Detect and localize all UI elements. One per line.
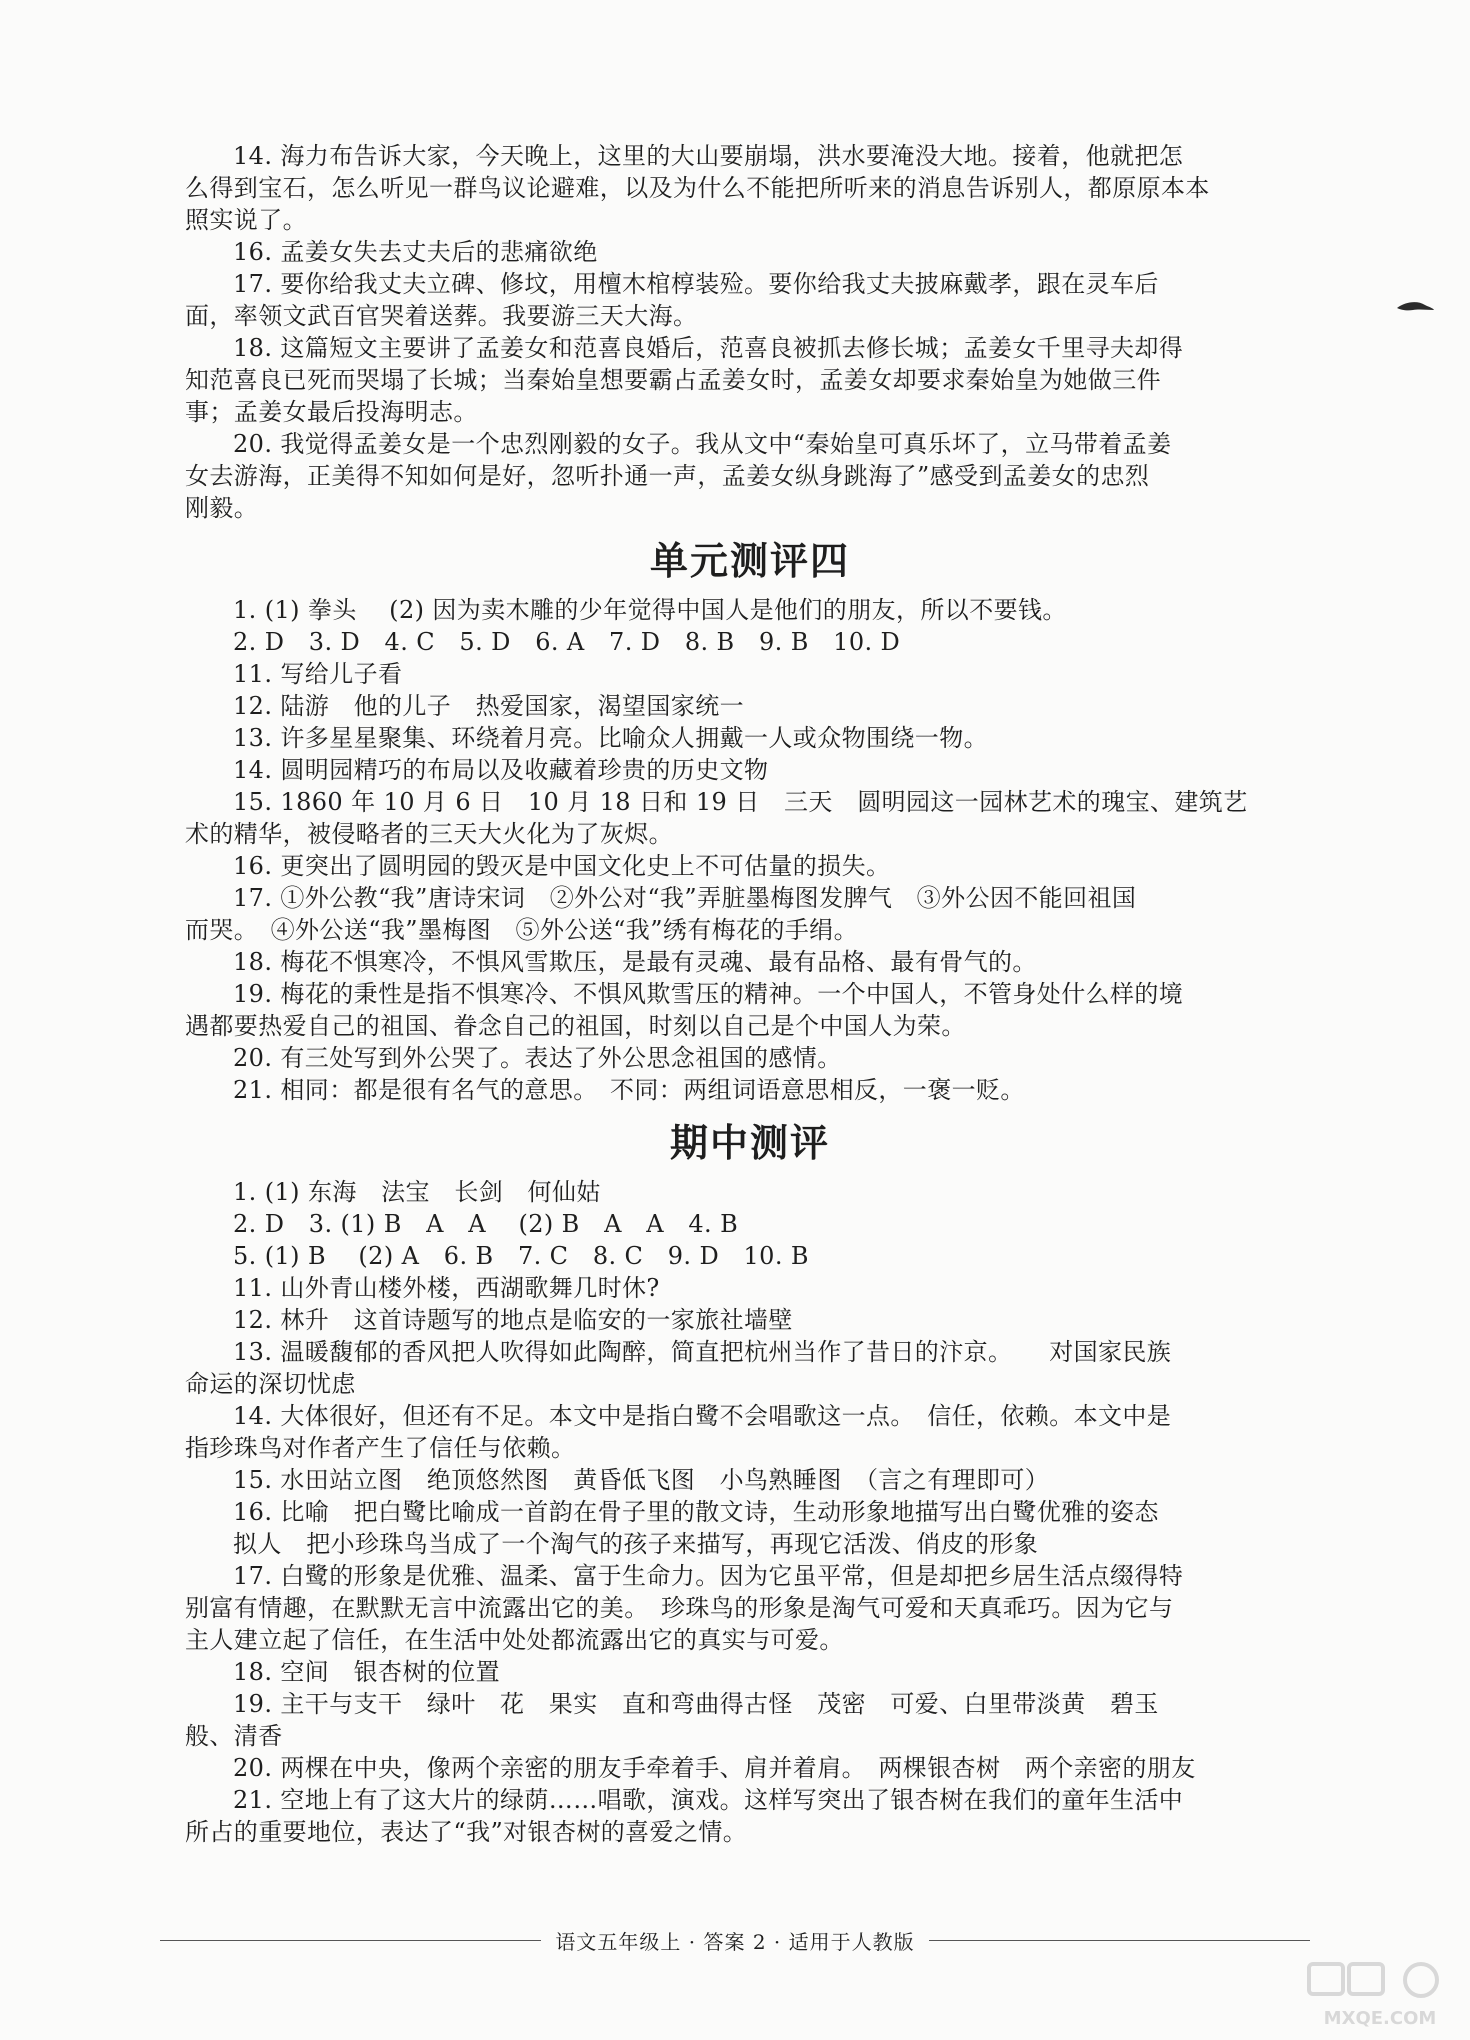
answer-line: 2. D 3. (1) B A A (2) B A A 4. B (233, 1210, 739, 1238)
answer-line: 16. 更突出了圆明园的毁灭是中国文化史上不可估量的损失。 (233, 852, 891, 880)
answer-line: 遇都要热爱自己的祖国、眷念自己的祖国，时刻以自己是个中国人为荣。 (185, 1012, 966, 1040)
answer-line: 主人建立起了信任，在生活中处处都流露出它的真实与可爱。 (185, 1626, 844, 1654)
answer-line: 12. 林升 这首诗题写的地点是临安的一家旅社墙壁 (233, 1306, 793, 1334)
answer-line: 17. ①外公教“我”唐诗宋词 ②外公对“我”弄脏墨梅图发脾气 ③外公因不能回祖国 (233, 884, 1137, 912)
answer-line: 21. 空地上有了这大片的绿荫……唱歌，演戏。这样写突出了银杏树在我们的童年生活中 (233, 1786, 1184, 1814)
answer-line: 术的精华，被侵略者的三天大火化为了灰烬。 (185, 820, 673, 848)
footer-right-rule (929, 1940, 1310, 1941)
answer-line: 2. D 3. D 4. C 5. D 6. A 7. D 8. B 9. B 10. D (233, 628, 901, 656)
answer-line: 21. 相同：都是很有名气的意思。 不同：两组词语意思相反，一褒一贬。 (233, 1076, 1025, 1104)
answer-line: 5. (1) B (2) A 6. B 7. C 8. C 9. D 10. B (233, 1242, 809, 1270)
answer-line: 16. 比喻 把白鹭比喻成一首韵在骨子里的散文诗，生动形象地描写出白鹭优雅的姿态 (233, 1498, 1159, 1526)
answer-line: 事；孟姜女最后投海明志。 (185, 398, 478, 426)
answer-line: 照实说了。 (185, 206, 307, 234)
answer-line: 20. 两棵在中央，像两个亲密的朋友手牵着手、肩并着肩。 两棵银杏树 两个亲密的朋友 (233, 1754, 1196, 1782)
answer-line: 11. 写给儿子看 (233, 660, 403, 688)
section-title-midterm-test: 期中测评 (669, 1121, 830, 1165)
section-unit-test-4-answers (185, 594, 1315, 1106)
answer-line: 女去游海，正美得不知如何是好，忽听扑通一声，孟姜女纵身跳海了”感受到孟姜女的忠烈 (185, 462, 1150, 490)
answer-line: 18. 空间 银杏树的位置 (233, 1658, 500, 1686)
footer-left-rule (160, 1940, 541, 1941)
watermark-text: MXQE.COM (1323, 2008, 1437, 2029)
answer-line: 18. 梅花不惧寒冷，不惧风雪欺压，是最有灵魂、最有品格、最有骨气的。 (233, 948, 1037, 976)
section-previous-answers (185, 140, 1315, 524)
answer-line: 20. 我觉得孟姜女是一个忠烈刚毅的女子。我从文中“秦始皇可真乐坏了，立马带着孟姜 (233, 430, 1172, 458)
answer-line: 面，率领文武百官哭着送葬。我要游三天大海。 (185, 302, 698, 330)
answer-line: 14. 海力布告诉大家，今天晚上，这里的大山要崩塌，洪水要淹没大地。接着，他就把怎 (233, 142, 1184, 170)
answer-line: 17. 白鹭的形象是优雅、温柔、富于生命力。因为它虽平常，但是却把乡居生活点缀得特 (233, 1562, 1184, 1590)
answer-line: 知范喜良已死而哭塌了长城；当秦始皇想要霸占孟姜女时，孟姜女却要求秦始皇为她做三件 (185, 366, 1161, 394)
answer-line: 16. 孟姜女失去丈夫后的悲痛欲绝 (233, 238, 598, 266)
watermark-logo (1305, 1960, 1455, 2032)
answer-line: 19. 主干与支干 绿叶 花 果实 直和弯曲得古怪 茂密 可爱、白里带淡黄 碧玉 (233, 1690, 1159, 1718)
answer-line: 15. 1860 年 10 月 6 日 10 月 18 日和 19 日 三天 圆明园这一园林艺术的瑰宝、建筑艺 (233, 788, 1248, 816)
section-midterm-answers (185, 1176, 1315, 1848)
answer-line: 拟人 把小珍珠鸟当成了一个淘气的孩子来描写，再现它活泼、俏皮的形象 (233, 1530, 1039, 1558)
answer-line: 11. 山外青山楼外楼，西湖歌舞几时休? (233, 1274, 660, 1302)
answer-line: 17. 要你给我丈夫立碑、修坟，用檀木棺椁装殓。要你给我丈夫披麻戴孝，跟在灵车后 (233, 270, 1159, 298)
answer-line: 15. 水田站立图 绝顶悠然图 黄昏低飞图 小鸟熟睡图 （言之有理即可） (233, 1466, 1050, 1494)
answer-line: 20. 有三处写到外公哭了。表达了外公思念祖国的感情。 (233, 1044, 842, 1072)
answer-line: 18. 这篇短文主要讲了孟姜女和范喜良婚后，范喜良被抓去修长城；孟姜女千里寻夫却得 (233, 334, 1184, 362)
answer-line: 而哭。 ④外公送“我”墨梅图 ⑤外公送“我”绣有梅花的手绢。 (185, 916, 859, 944)
answer-line: 命运的深切忧虑 (185, 1370, 356, 1398)
answer-line: 别富有情趣，在默默无言中流露出它的美。 珍珠鸟的形象是淘气可爱和天真乖巧。因为它与 (185, 1594, 1174, 1622)
answer-line: 1. (1) 东海 法宝 长剑 何仙姑 (233, 1178, 601, 1206)
answer-line: 14. 大体很好，但还有不足。本文中是指白鹭不会唱歌这一点。 信任，依赖。本文中是 (233, 1402, 1172, 1430)
ink-blot-mark (1395, 298, 1435, 314)
answer-line: 12. 陆游 他的儿子 热爱国家，渴望国家统一 (233, 692, 744, 720)
answer-line: 么得到宝石，怎么听见一群鸟议论避难，以及为什么不能把所听来的消息告诉别人，都原原本本 (185, 174, 1210, 202)
answer-line: 19. 梅花的秉性是指不惧寒冷、不惧风欺雪压的精神。一个中国人，不管身处什么样的境 (233, 980, 1184, 1008)
footer-text: 语文五年级上 · 答案 2 · 适用于人教版 (555, 1929, 915, 1954)
answer-line: 14. 圆明园精巧的布局以及收藏着珍贵的历史文物 (233, 756, 769, 784)
answer-line: 刚毅。 (185, 494, 259, 522)
answer-line: 13. 温暖馥郁的香风把人吹得如此陶醉，简直把杭州当作了昔日的汴京。 对国家民族 (233, 1338, 1172, 1366)
page-footer (160, 1925, 1310, 1955)
answer-line: 指珍珠鸟对作者产生了信任与依赖。 (185, 1434, 576, 1462)
answer-line: 1. (1) 拳头 (2) 因为卖木雕的少年觉得中国人是他们的朋友，所以不要钱。 (233, 596, 1067, 624)
answer-content (185, 140, 1315, 1848)
section-title-unit-test-4: 单元测评四 (649, 539, 850, 583)
answer-line: 13. 许多星星聚集、环绕着月亮。比喻众人拥戴一人或众物围绕一物。 (233, 724, 988, 752)
answer-line: 所占的重要地位，表达了“我”对银杏树的喜爱之情。 (185, 1818, 748, 1846)
answer-line: 般、清香 (185, 1722, 283, 1750)
